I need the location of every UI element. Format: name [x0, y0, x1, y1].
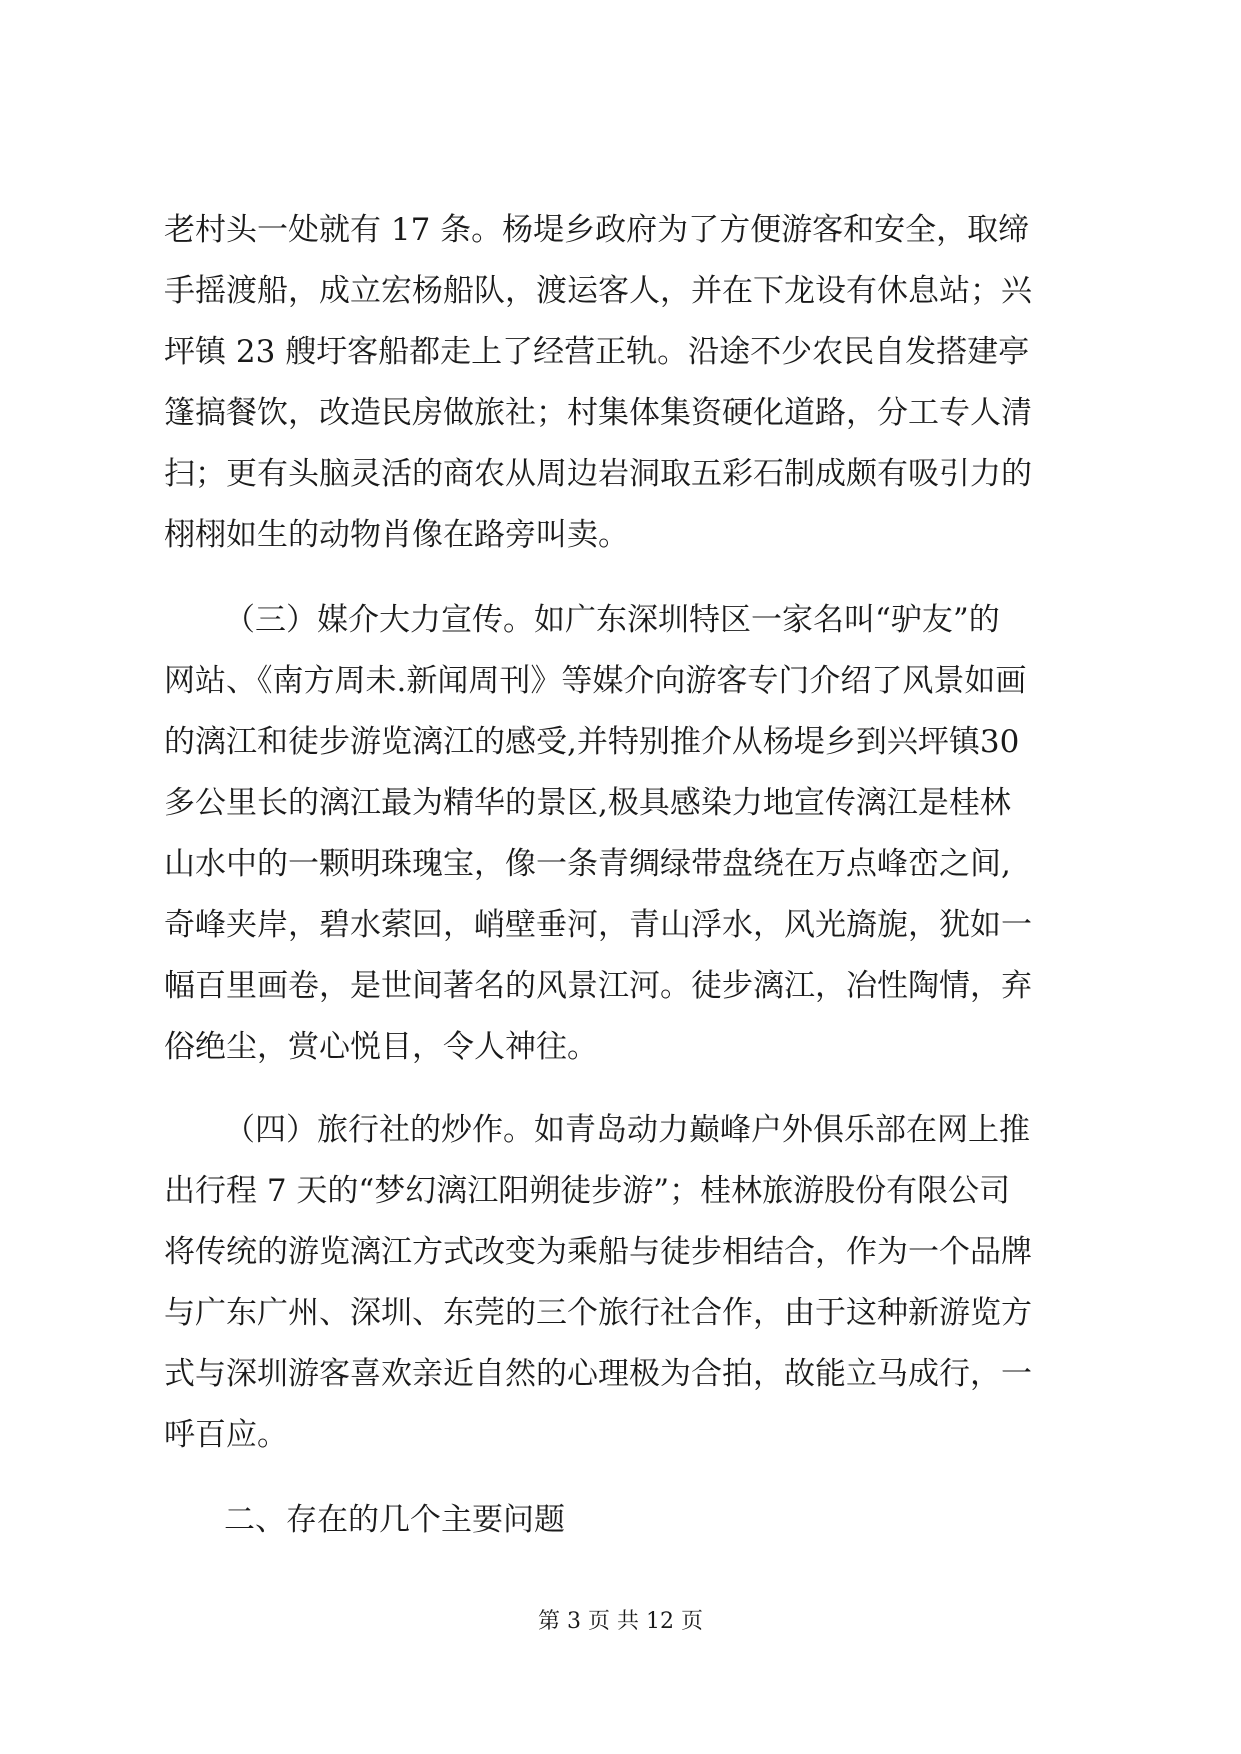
page-footer: 第 3 页 共 12 页: [538, 1609, 703, 1634]
body-line: 老村头一处就有 17 条。杨堤乡政府为了方便游客和安全，取缔: [164, 212, 1030, 248]
body-line: 坪镇 23 艘圩客船都走上了经营正轨。沿途不少农民自发搭建亭: [164, 334, 1030, 370]
body-line: 与广东广州、深圳、东莞的三个旅行社合作，由于这种新游览方: [164, 1295, 1032, 1331]
body-line: 多公里长的漓江最为精华的景区,极具感染力地宣传漓江是桂林: [164, 785, 1011, 821]
body-line: 将传统的游览漓江方式改变为乘船与徒步相结合，作为一个品牌: [164, 1234, 1032, 1270]
body-line: 篷搞餐饮，改造民房做旅社；村集体集资硬化道路，分工专人清: [164, 395, 1032, 431]
body-line: 呼百应。: [164, 1417, 288, 1453]
body-line: 山水中的一颗明珠瑰宝，像一条青绸绿带盘绕在万点峰峦之间,: [164, 846, 1011, 882]
chapter-heading: 二、存在的几个主要问题: [224, 1502, 565, 1538]
body-line: 俗绝尘，赏心悦目，令人神往。: [164, 1029, 598, 1065]
body-line: 扫；更有头脑灵活的商农从周边岩洞取五彩石制成颇有吸引力的: [164, 456, 1032, 492]
body-line: 出行程 7 天的“梦幻漓江阳朔徒步游”；桂林旅游股份有限公司: [164, 1173, 1011, 1209]
body-line: 的漓江和徒步游览漓江的感受,并特别推介从杨堤乡到兴坪镇30: [164, 724, 1020, 760]
body-line: 网站、《南方周未.新闻周刊》等媒介向游客专门介绍了风景如画: [164, 663, 1027, 699]
section-heading-three: （三）媒介大力宣传。如广东深圳特区一家名叫“驴友”的: [224, 602, 1000, 638]
body-line: 手摇渡船，成立宏杨船队，渡运客人，并在下龙设有休息站；兴: [164, 273, 1032, 309]
body-line: 幅百里画卷，是世间著名的风景江河。徒步漓江，冶性陶情，弃: [164, 968, 1032, 1004]
body-line: 奇峰夹岸，碧水萦回，峭壁垂河，青山浮水，风光旖旎，犹如一: [164, 907, 1032, 943]
section-heading-four: （四）旅行社的炒作。如青岛动力巅峰户外俱乐部在网上推: [224, 1112, 1030, 1148]
body-line: 式与深圳游客喜欢亲近自然的心理极为合拍，故能立马成行，一: [164, 1356, 1032, 1392]
body-line: 栩栩如生的动物肖像在路旁叫卖。: [164, 517, 629, 553]
